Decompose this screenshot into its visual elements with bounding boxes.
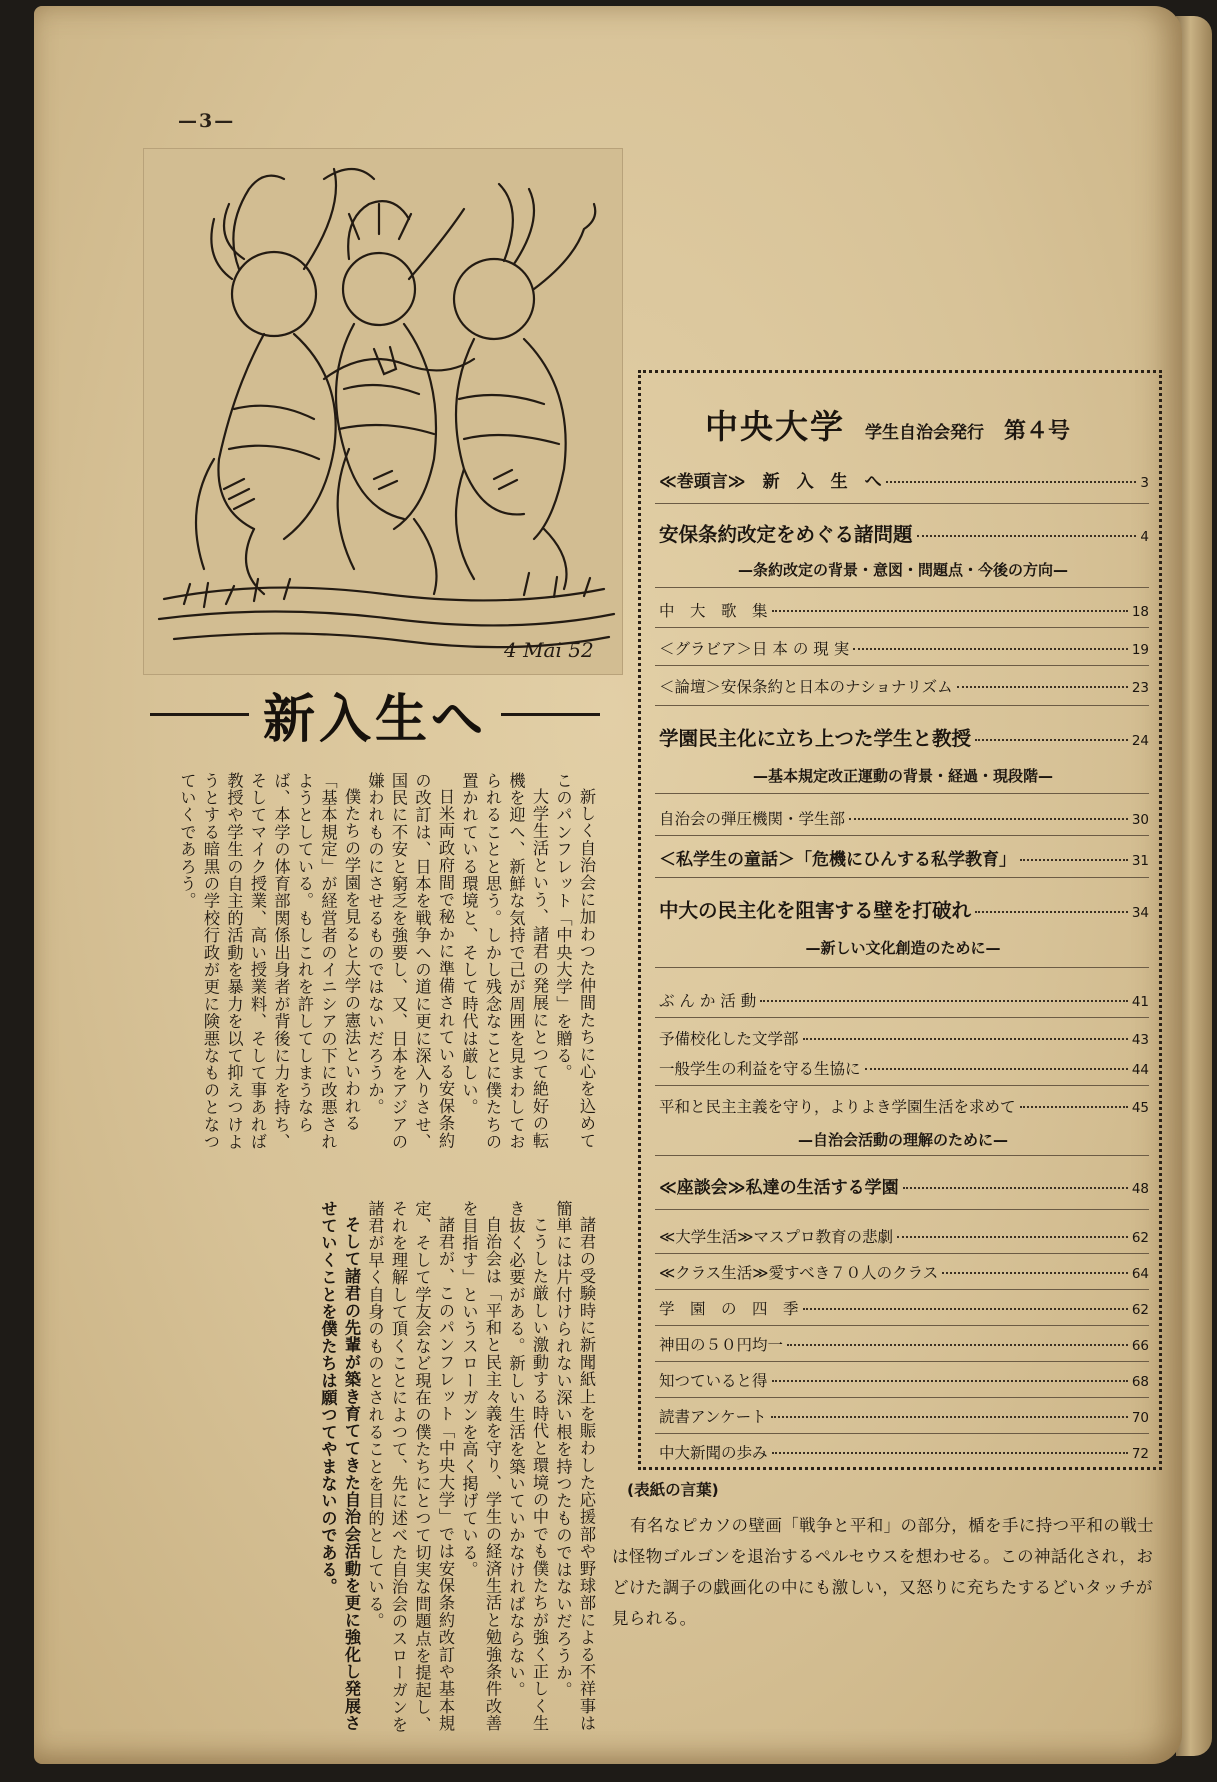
toc-subtitle: —条約改定の背景・意図・問題点・今後の方向— (737, 561, 1068, 579)
heading-rule-right (501, 713, 600, 716)
toc-entry[interactable]: 中 大 歌 集 18 (659, 602, 1149, 620)
toc-entry[interactable]: ≪座談会≫私達の生活する学園 48 (659, 1178, 1149, 1198)
toc-divider (655, 793, 1149, 794)
page-number: —3— (178, 110, 236, 132)
toc-divider (655, 835, 1149, 836)
paragraph: こうした厳しい激動する時代と環境の中でも僕たちが強く正しく生き抜く必要がある。新しい生活を築いていかなければならない。 (506, 1200, 549, 1733)
toc-entry[interactable]: 平和と民主主義を守り，よりよき学園生活を求めて 45 (659, 1098, 1149, 1116)
toc-divider (655, 1397, 1149, 1398)
paragraph: 自治会は「平和と民主々義を守り、学生の経済生活と勉強条件改善を目指す」というスローガンを高く掲げている。 (459, 1200, 502, 1733)
toc-divider (655, 1155, 1149, 1156)
toc-divider (655, 877, 1149, 878)
toc-title: 中央大学 (705, 407, 845, 446)
toc-entry[interactable]: 読書アンケート 70 (659, 1408, 1149, 1426)
paragraph: そして諸君の先輩が築き育ててきた自治会活動を更に強化し発展させていくことを僕たちは願つてやまないのである。 (318, 1200, 361, 1733)
cover-note-text: 有名なピカソの壁画「戦争と平和」の部分，楯を手に持つ平和の戦士は怪物ゴルゴンを退治するペルセウスを想わせる。この神話化され，おどけた調子の戯画化の中にも激しい，又怒りに充ちたするどいタッチが見られる。 (612, 1516, 1155, 1628)
toc-entry[interactable]: 知つていると得 68 (659, 1372, 1149, 1390)
toc-divider (655, 587, 1149, 588)
article-body-upper (150, 772, 598, 1158)
toc-divider (655, 1209, 1149, 1210)
dancing-figures-drawing (144, 149, 622, 674)
toc-entry[interactable]: 学 園 の 四 季 62 (659, 1300, 1149, 1318)
toc-divider (655, 1433, 1149, 1434)
toc-divider (655, 705, 1149, 706)
toc-divider (655, 1017, 1149, 1018)
toc-entry[interactable]: ≪大学生活≫マスプロ教育の悲劇 62 (659, 1228, 1149, 1246)
toc-entry[interactable]: ≪クラス生活≫愛すべき７０人のクラス 64 (659, 1264, 1149, 1282)
toc-divider (655, 1289, 1149, 1290)
toc-entry[interactable]: 安保条約改定をめぐる諸問題 4 (659, 523, 1149, 546)
toc-divider (655, 665, 1149, 666)
paragraph: 諸君の受験時に新聞紙上を賑わした応援部や野球部による不祥事は簡単には片付けられない深い根を持つたものではないだろうか。 (553, 1200, 596, 1733)
paragraph: 大学生活という、諸君の発展にとつて絶好の転機を迎へ、新鮮な気持で己が周囲を見まわしておられることと思う。しかし残念なことに僕たちの置かれている環境と、そして時代は厳しい。 (459, 772, 549, 1151)
toc-entry[interactable]: 予備校化した文学部 43 (659, 1030, 1149, 1048)
toc-header (705, 401, 1135, 448)
article-title: 新入生へ (263, 689, 488, 750)
toc-issue: 第４号 (1004, 419, 1071, 444)
toc-divider (655, 1085, 1149, 1086)
cover-note-heading: (表紙の言葉) (627, 1481, 719, 1499)
toc-subtitle: —自治会活動の理解のために— (797, 1131, 1008, 1149)
toc-entry[interactable]: ＜論壇＞安保条約と日本のナショナリズム 23 (659, 678, 1149, 696)
toc-subtitle: —基本規定改正運動の背景・経過・現段階— (752, 767, 1053, 785)
paragraph: 諸君が、このパンフレット「中央大学」では安保条約改訂や基本規定、そして学友会など現在の僕たちにとつて切実な問題点を提起し、それを理解して頂くことによつて、先に述べた自治会のスローガンを諸君が早く自身のものとされることを目的としている。 (365, 1200, 455, 1734)
paragraph: 日米両政府間で秘かに準備されている安保条約の改訂は、日本を戦争への道に更に深入りさせ、国民に不安と窮乏を強要し、又、日本をアジアの嫌われものにさせるものではないだろうか。 (365, 772, 455, 1151)
toc-entry[interactable]: 中大の民主化を阻害する壁を打破れ 34 (659, 899, 1149, 922)
toc-publisher: 学生自治会発行 (865, 423, 984, 443)
toc-entry[interactable]: 学園民主化に立ち上つた学生と教授 24 (659, 727, 1149, 750)
paragraph: 僕たちの学園を見ると大学の憲法といわれる「基本規定」が経営者のイニシアの下に改悪されようとしている。もしこれを許してしまうならば、本学の体育部関係出身者が背後に力を持ち、そしてマイク授業、高い授業料、そして事あれば教授や学生の自主的活動を暴力を以て抑えつけようとする暗黒の学校行政が更に険悪なものとなつていくであろう。 (177, 772, 361, 1151)
toc-entry[interactable]: ＜私学生の童話＞「危機にひんする私学教育」 31 (659, 850, 1149, 870)
heading-rule-left (150, 713, 249, 716)
table-of-contents (638, 370, 1162, 1470)
toc-divider (655, 1253, 1149, 1254)
toc-subtitle: —新しい文化創造のために— (805, 939, 1001, 957)
toc-entry[interactable]: 一般学生の利益を守る生協に 44 (659, 1060, 1149, 1078)
toc-entry[interactable]: ≪巻頭言≫ 新 入 生 へ 3 (659, 472, 1149, 492)
toc-entry[interactable]: ぶ ん か 活 動 41 (659, 992, 1149, 1010)
article-body-lower (150, 1200, 598, 1736)
toc-entry[interactable]: 中大新聞の歩み 72 (659, 1444, 1149, 1462)
article-heading (150, 682, 600, 750)
toc-divider (655, 503, 1149, 504)
toc-entry[interactable]: 自治会の弾圧機関・学生部 30 (659, 810, 1149, 828)
toc-entry[interactable]: ＜グラビア＞日 本 の 現 実 19 (659, 640, 1149, 658)
signature: 4 Mai 52 (504, 638, 594, 662)
toc-divider (655, 1361, 1149, 1362)
toc-divider (655, 967, 1149, 968)
toc-divider (655, 627, 1149, 628)
toc-entry[interactable]: 神田の５０円均一 66 (659, 1336, 1149, 1354)
picasso-illustration (143, 148, 623, 675)
paragraph: 新しく自治会に加わつた仲間たちに心を込めてこのパンフレット「中央大学」を贈る。 (553, 772, 596, 1150)
toc-divider (655, 1325, 1149, 1326)
